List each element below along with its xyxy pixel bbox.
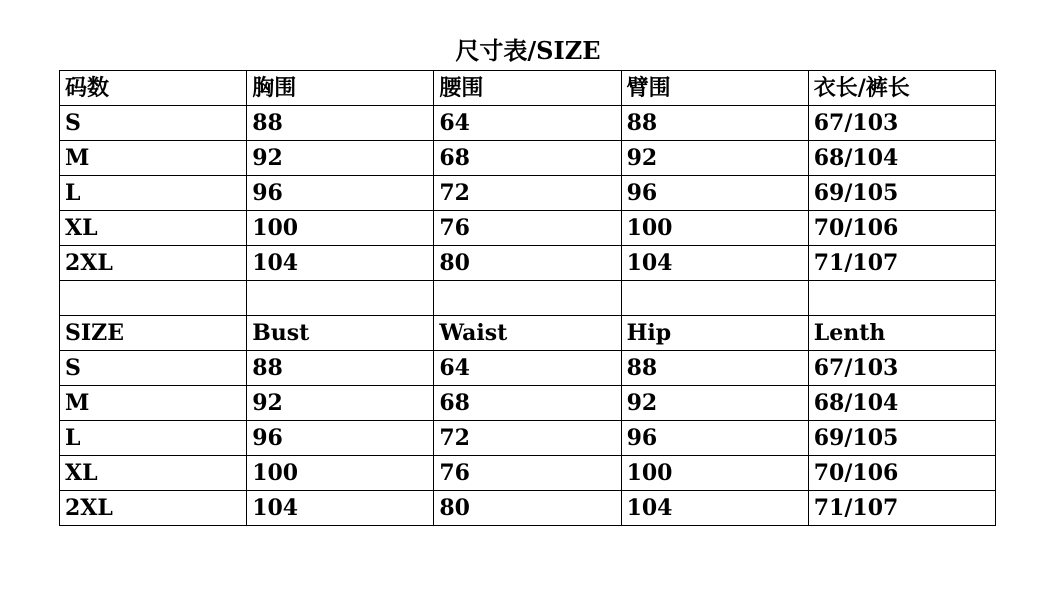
table-cell: 104: [247, 246, 434, 281]
table-cell: 104: [247, 490, 434, 525]
table-cell: 72: [434, 420, 621, 455]
table-cell: 96: [621, 420, 808, 455]
table-cell: 臂围: [621, 71, 808, 106]
table-cell: Hip: [621, 315, 808, 350]
table-row: [60, 385, 996, 420]
table-row: [60, 350, 996, 385]
table-cell: 92: [621, 141, 808, 176]
table-cell: [621, 281, 808, 316]
table-cell: 104: [621, 246, 808, 281]
table-cell: 76: [434, 211, 621, 246]
table-row: [60, 141, 996, 176]
table-cell: SIZE: [60, 315, 247, 350]
table-cell: 71/107: [808, 246, 995, 281]
table-cell: 104: [621, 490, 808, 525]
table-cell: XL: [60, 455, 247, 490]
table-cell: 69/105: [808, 176, 995, 211]
size-chart-table: [59, 70, 996, 526]
table-cell: 腰围: [434, 71, 621, 106]
table-cell: 68/104: [808, 141, 995, 176]
table-row: [60, 455, 996, 490]
table-cell: 96: [247, 176, 434, 211]
table-cell: 64: [434, 350, 621, 385]
table-cell: 72: [434, 176, 621, 211]
table-row: [60, 106, 996, 141]
table-cell: 88: [621, 350, 808, 385]
table-cell: 70/106: [808, 455, 995, 490]
table-cell: 64: [434, 106, 621, 141]
table-cell: 92: [247, 385, 434, 420]
table-cell: 100: [247, 455, 434, 490]
table-cell: 88: [247, 350, 434, 385]
table-row: [60, 490, 996, 525]
table-header-row-en: [60, 315, 996, 350]
table-cell: 96: [247, 420, 434, 455]
table-cell: 2XL: [60, 490, 247, 525]
table-cell: 69/105: [808, 420, 995, 455]
table-row: [60, 176, 996, 211]
table-cell: [434, 281, 621, 316]
table-spacer-row: [60, 281, 996, 316]
table-header-row-cn: [60, 71, 996, 106]
page-title: 尺寸表/SIZE: [455, 36, 601, 65]
table-cell: 96: [621, 176, 808, 211]
table-cell: 76: [434, 455, 621, 490]
table-cell: 88: [621, 106, 808, 141]
table-row: [60, 211, 996, 246]
table-cell: 71/107: [808, 490, 995, 525]
table-cell: 100: [621, 211, 808, 246]
table-cell: M: [60, 141, 247, 176]
table-cell: 衣长/裤长: [808, 71, 995, 106]
table-cell: S: [60, 106, 247, 141]
table-cell: 码数: [60, 71, 247, 106]
table-cell: 100: [247, 211, 434, 246]
table-cell: 92: [621, 385, 808, 420]
table-cell: L: [60, 420, 247, 455]
table-cell: Lenth: [808, 315, 995, 350]
table-cell: Bust: [247, 315, 434, 350]
table-cell: [808, 281, 995, 316]
table-cell: 80: [434, 490, 621, 525]
table-cell: XL: [60, 211, 247, 246]
table-cell: 68: [434, 385, 621, 420]
table-cell: L: [60, 176, 247, 211]
table-row: [60, 246, 996, 281]
table-cell: 70/106: [808, 211, 995, 246]
table-cell: [247, 281, 434, 316]
table-cell: [60, 281, 247, 316]
table-row: [60, 420, 996, 455]
table-cell: 92: [247, 141, 434, 176]
table-cell: 68: [434, 141, 621, 176]
size-chart-body: [60, 71, 996, 526]
table-cell: 68/104: [808, 385, 995, 420]
table-cell: Waist: [434, 315, 621, 350]
table-cell: M: [60, 385, 247, 420]
table-cell: 67/103: [808, 106, 995, 141]
table-cell: 100: [621, 455, 808, 490]
table-cell: 胸围: [247, 71, 434, 106]
table-cell: 88: [247, 106, 434, 141]
table-cell: S: [60, 350, 247, 385]
table-cell: 67/103: [808, 350, 995, 385]
table-cell: 2XL: [60, 246, 247, 281]
table-cell: 80: [434, 246, 621, 281]
